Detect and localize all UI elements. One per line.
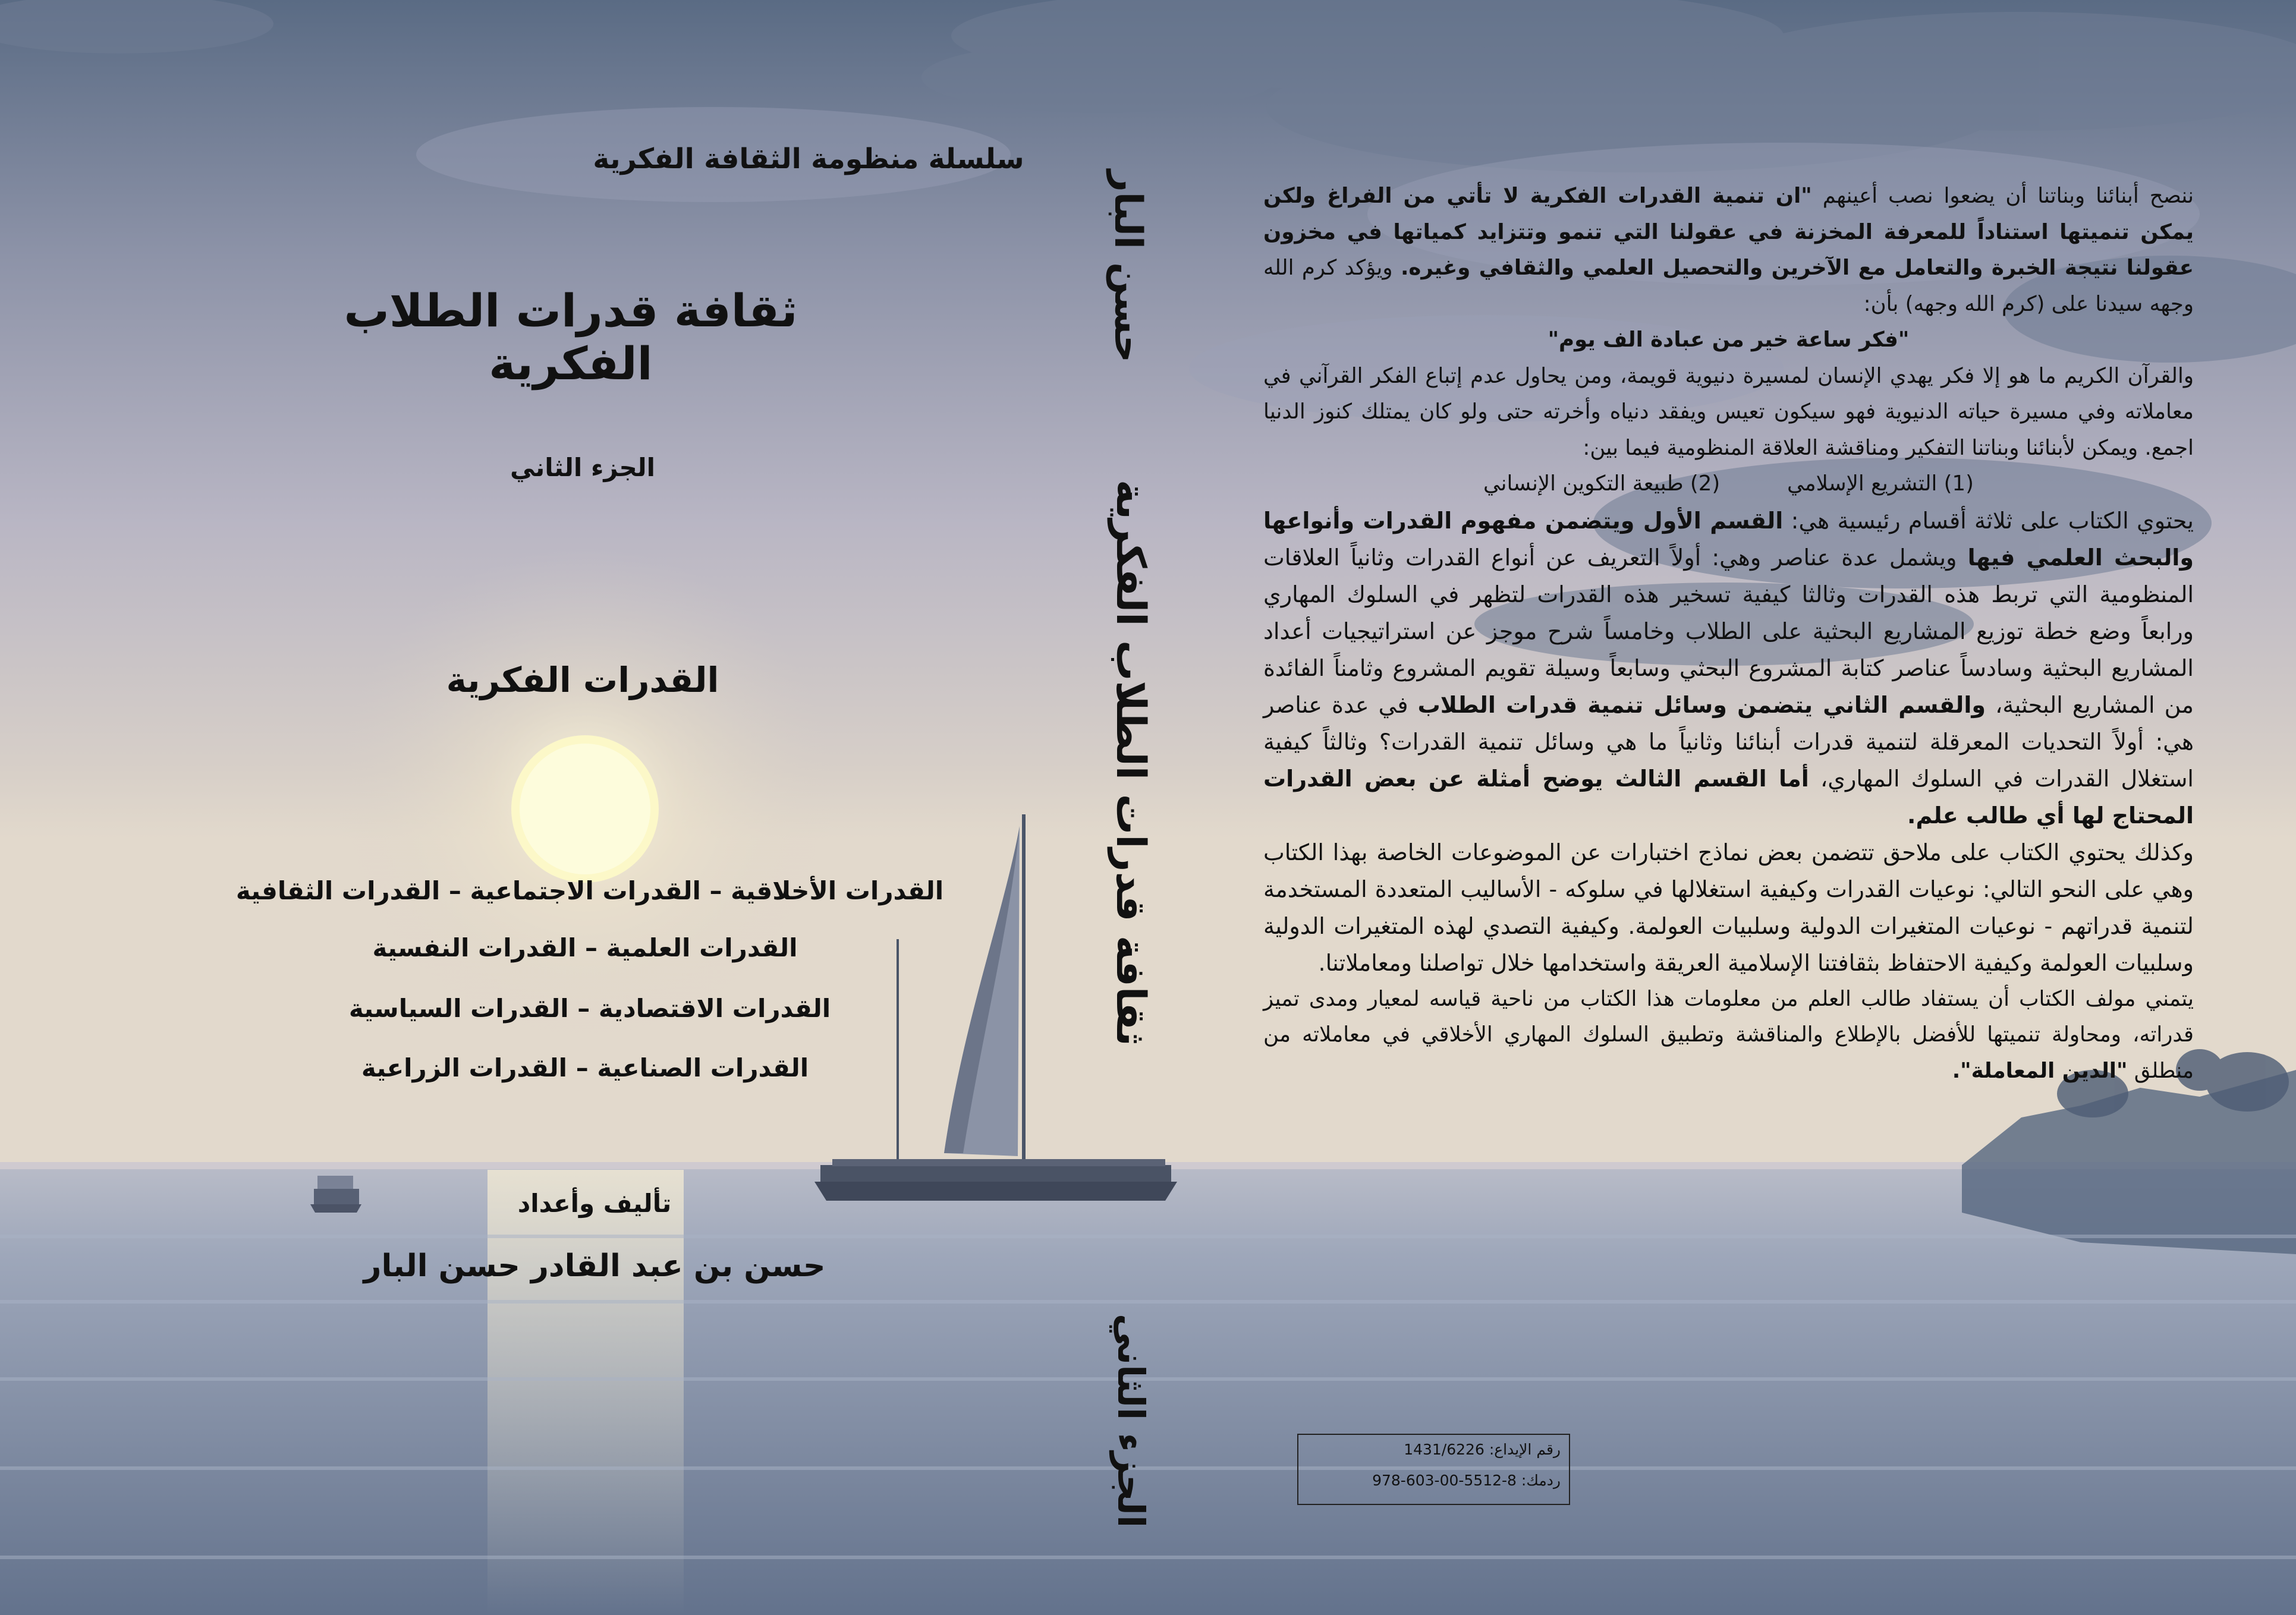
abilities-line: القدرات الصناعية – القدرات الزراعية	[361, 1053, 809, 1082]
series-title: سلسلة منظومة الثقافة الفكرية	[593, 143, 1024, 175]
back-cover-text	[1263, 178, 2194, 1089]
prepared-by-label: تأليف وأعداد	[517, 1189, 672, 1218]
spine-part: الجزء الثاني	[1109, 1313, 1153, 1528]
deposit-number: رقم الإيداع: 1431/6226	[1404, 1441, 1561, 1458]
part-label: الجزء الثاني	[509, 453, 655, 482]
paragraph-five: يتمني مولف الكتاب أن يستفاد طالب العلم من معلومات هذا الكتاب من ناحية قياسه لمعيار ومدى تميز قدراته، ومحاولة تنميتها للأفضل بالإطلاع والمناقشة وتطبيق السلوك المهاري الأخلاقي في معاملاته من منطلق "الدين المعاملة".	[1263, 986, 2194, 1083]
paragraph-two: والقرآن الكريم ما هو إلا فكر يهدي الإنسان لمسيرة دنيوية قويمة، ومن يحاول عدم إتباع الفكر القرآني في معاملاته وفي مسيرة حياته الدنيوية فهو سيكون تعيس ويفقد دنياه وأخرته حتى ولو كان يمتلك كنوز الدنيا اجمع. ويمكن لأبنائنا وبناتنا التفكير ومناقشة العلاقة المنظومية فيما بين:	[1263, 363, 2194, 460]
spine-author: حسن البار	[1106, 169, 1150, 363]
abilities-line: القدرات الأخلاقية – القدرات الاجتماعية – القدرات الثقافية	[235, 876, 944, 905]
topic-heading: القدرات الفكرية	[446, 660, 719, 700]
small-boat-icon	[309, 1170, 363, 1215]
intro-paragraph: ننصح أبنائنا وبناتنا أن يضعوا نصب أعينهم "ان تنمية القدرات الفكرية لا تأتي من الفراغ ولكن يمكن تنميتها استناداً للمعرفة المخزنة في عقولنا التي تنمو وتتزايد كمياتها في مخزون عقولنا نتيجة الخبرة والتعامل مع الآخرين والتحصيل العلمي والثقافي وغيره. ويؤكد كرم الله وجهه سيدنا على (كرم الله وجهه) بأن:	[1263, 184, 2194, 316]
isbn-box	[1297, 1434, 1570, 1505]
spine-title: ثقافة قدرات الطلاب الفكرية	[1107, 480, 1154, 1046]
quote: "فكر ساعة خير من عبادة الف يوم"	[1548, 328, 1910, 352]
paragraph-three: يحتوي الكتاب على ثلاثة أقسام رئيسية هي: القسم الأول ويتضمن مفهوم القدرات وأنواعها والبحث العلمي فيها ويشمل عدة عناصر وهي: أولاً التعريف عن أنواع القدرات وثانياً العلاقات المنظومية التي تربط هذه القدرات وثالثا كيفية تسخير هذه القدرات لتظهر في السلوك المهاري ورابعاً وضع خطة توزيع المشاريع البحثية على الطلاب وخامساً شرح موجز عن استراتيجيات أعداد المشاريع البحثية وسادساً عناصر كتابة المشروع البحثي وسابعاً وسيلة تقويم المشروع وثامناً الفائدة من المشاريع البحثية، والقسم الثاني يتضمن وسائل تنمية قدرات الطلاب في عدة عناصر هي: أولاً التحديات المعرقلة لتنمية قدرات أبنائنا وثانياً ما هي وسائل تنمية القدرات؟ وثالثاً كيفية استغلال القدرات في السلوك المهاري، أما القسم الثالث يوضح أمثلة عن بعض القدرات المحتاج لها أي طالب علم.	[1263, 507, 2194, 829]
isbn-number: ردمك: 978-603-00-5512-8	[1372, 1472, 1561, 1489]
abilities-line: القدرات العلمية – القدرات النفسية	[372, 933, 798, 962]
paragraph-four: وكذلك يحتوي الكتاب على ملاحق تتضمن بعض نماذج اختبارات عن الموضوعات الخاصة بهذا الكتاب وهي على النحو التالي: نوعيات القدرات وكيفية استغلالها في سلوكه - الأساليب المتعددة المستخدمة لتنمية قدراتهم - نوعيات المتغيرات الدولية وسلبيات العولمة. وكيفية التصدي لهذه المتغيرات الدولية وسلبيات العولمة وكيفية الاحتفاظ بثقافتنا الإسلامية العريقة واستخدامها خلال تواصلنا ومعاملاتنا.	[1263, 839, 2194, 976]
topic-items: (1) التشريع الإسلامي (2) طبيعة التكوين الإنساني	[1483, 471, 1974, 496]
abilities-line: القدرات الاقتصادية – القدرات السياسية	[348, 994, 831, 1023]
sun-icon	[509, 733, 661, 885]
book-title: ثقافة قدرات الطلاب الفكرية	[344, 284, 798, 390]
author-name: حسن بن عبد القادر حسن البار	[363, 1248, 826, 1284]
